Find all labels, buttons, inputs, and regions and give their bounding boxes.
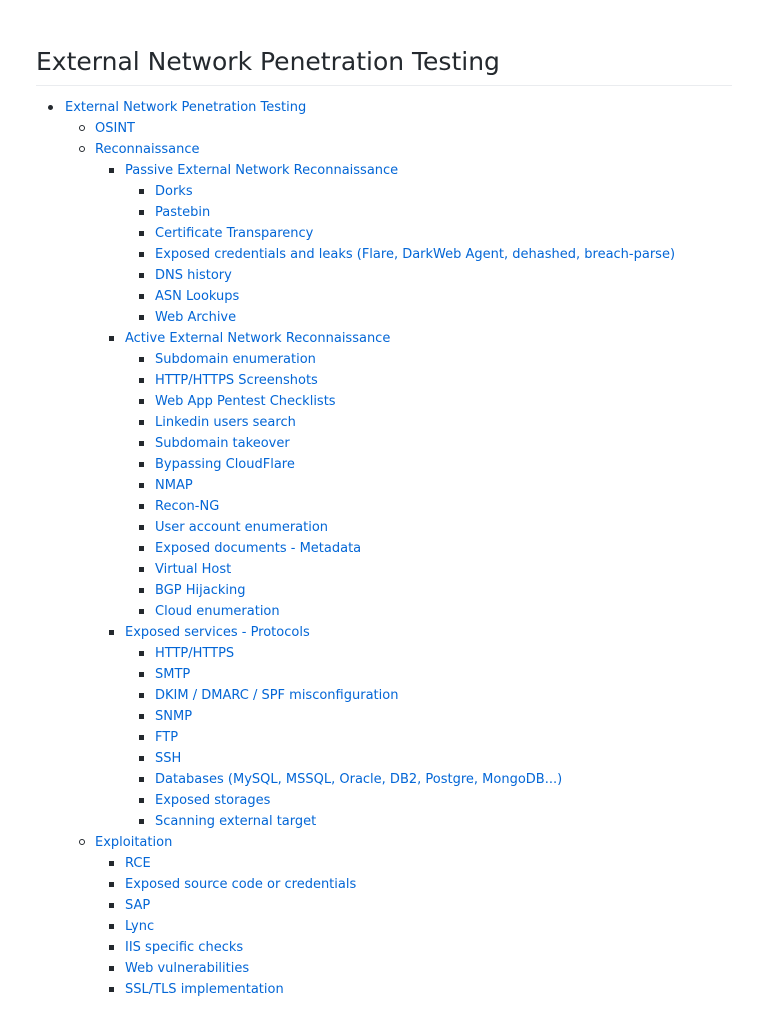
list-item <box>155 496 732 517</box>
toc-link-exploitation[interactable]: Exploitation <box>95 834 173 850</box>
list-item <box>155 748 732 769</box>
list-item <box>125 328 732 622</box>
list-item <box>155 727 732 748</box>
list-item <box>155 706 732 727</box>
list-item <box>155 244 732 265</box>
toc-link[interactable]: Scanning external target <box>155 813 317 829</box>
page-title: External Network Penetration Testing <box>36 0 732 86</box>
list-item <box>155 559 732 580</box>
list-item <box>155 286 732 307</box>
list-item <box>125 937 732 958</box>
toc-link[interactable]: Exposed source code or credentials <box>125 876 357 892</box>
toc-link[interactable]: SNMP <box>155 708 193 724</box>
list-item <box>155 643 732 664</box>
list-item <box>155 454 732 475</box>
toc-link[interactable]: Virtual Host <box>155 561 232 577</box>
toc-link[interactable]: FTP <box>155 729 179 745</box>
toc-sublist <box>125 643 732 832</box>
toc-sublist <box>65 118 732 1000</box>
toc-sublist <box>95 160 732 832</box>
toc-link[interactable]: Web App Pentest Checklists <box>155 393 336 409</box>
list-item <box>155 811 732 832</box>
toc-link[interactable]: Linkedin users search <box>155 414 296 430</box>
toc-link-exposed-services[interactable]: Exposed services - Protocols <box>125 624 310 640</box>
toc-link[interactable]: BGP Hijacking <box>155 582 246 598</box>
list-item <box>155 349 732 370</box>
toc-link[interactable]: Databases (MySQL, MSSQL, Oracle, DB2, Postgre, MongoDB...) <box>155 771 563 787</box>
toc-link[interactable]: User account enumeration <box>155 519 329 535</box>
toc-link-reconnaissance[interactable]: Reconnaissance <box>95 141 200 157</box>
list-item <box>155 223 732 244</box>
list-item <box>95 832 732 1000</box>
list-item <box>65 97 732 1000</box>
toc-link[interactable]: Web Archive <box>155 309 237 325</box>
toc-link[interactable]: Dorks <box>155 183 193 199</box>
table-of-contents <box>36 97 732 1000</box>
list-item <box>155 202 732 223</box>
list-item <box>125 160 732 328</box>
list-item <box>155 412 732 433</box>
list-item <box>155 433 732 454</box>
toc-link[interactable]: Web vulnerabilities <box>125 960 250 976</box>
list-item <box>95 118 732 139</box>
toc-link[interactable]: DKIM / DMARC / SPF misconfiguration <box>155 687 399 703</box>
toc-link[interactable]: Pastebin <box>155 204 211 220</box>
toc-link-active-recon[interactable]: Active External Network Reconnaissance <box>125 330 391 346</box>
toc-link[interactable]: SSL/TLS implementation <box>125 981 284 997</box>
toc-sublist <box>125 181 732 328</box>
list-item <box>125 874 732 895</box>
list-item <box>155 538 732 559</box>
toc-link-osint[interactable]: OSINT <box>95 120 135 136</box>
toc-link[interactable]: Lync <box>125 918 155 934</box>
list-item <box>125 622 732 832</box>
toc-link[interactable]: Recon-NG <box>155 498 220 514</box>
toc-link[interactable]: Exposed credentials and leaks (Flare, DarkWeb Agent, dehashed, breach-parse) <box>155 246 676 262</box>
toc-link-passive-recon[interactable]: Passive External Network Reconnaissance <box>125 162 399 178</box>
list-item <box>155 307 732 328</box>
toc-link[interactable]: Subdomain takeover <box>155 435 290 451</box>
toc-link[interactable]: ASN Lookups <box>155 288 240 304</box>
toc-link[interactable]: HTTP/HTTPS <box>155 645 235 661</box>
toc-link[interactable]: Subdomain enumeration <box>155 351 316 367</box>
toc-link-root[interactable]: External Network Penetration Testing <box>65 99 307 115</box>
toc-link[interactable]: IIS specific checks <box>125 939 244 955</box>
list-item <box>155 517 732 538</box>
list-item <box>125 958 732 979</box>
toc-sublist <box>95 853 732 1000</box>
list-item <box>155 391 732 412</box>
toc-link[interactable]: Bypassing CloudFlare <box>155 456 295 472</box>
list-item <box>125 979 732 1000</box>
toc-link[interactable]: DNS history <box>155 267 232 283</box>
toc-link[interactable]: NMAP <box>155 477 193 493</box>
list-item <box>155 580 732 601</box>
list-item <box>155 664 732 685</box>
list-item <box>125 853 732 874</box>
list-item <box>155 601 732 622</box>
toc-link[interactable]: SMTP <box>155 666 191 682</box>
toc-link[interactable]: HTTP/HTTPS Screenshots <box>155 372 318 388</box>
list-item <box>155 769 732 790</box>
toc-link[interactable]: SAP <box>125 897 151 913</box>
toc-link[interactable]: Cloud enumeration <box>155 603 280 619</box>
toc-link[interactable]: Exposed storages <box>155 792 271 808</box>
toc-sublist <box>125 349 732 622</box>
toc-link[interactable]: Exposed documents - Metadata <box>155 540 362 556</box>
list-item <box>155 265 732 286</box>
list-item <box>155 475 732 496</box>
list-item <box>155 685 732 706</box>
list-item <box>155 790 732 811</box>
list-item <box>155 370 732 391</box>
toc-link[interactable]: SSH <box>155 750 182 766</box>
list-item <box>155 181 732 202</box>
list-item <box>125 916 732 937</box>
list-item <box>125 895 732 916</box>
toc-link[interactable]: RCE <box>125 855 151 871</box>
list-item <box>95 139 732 832</box>
toc-link[interactable]: Certificate Transparency <box>155 225 314 241</box>
